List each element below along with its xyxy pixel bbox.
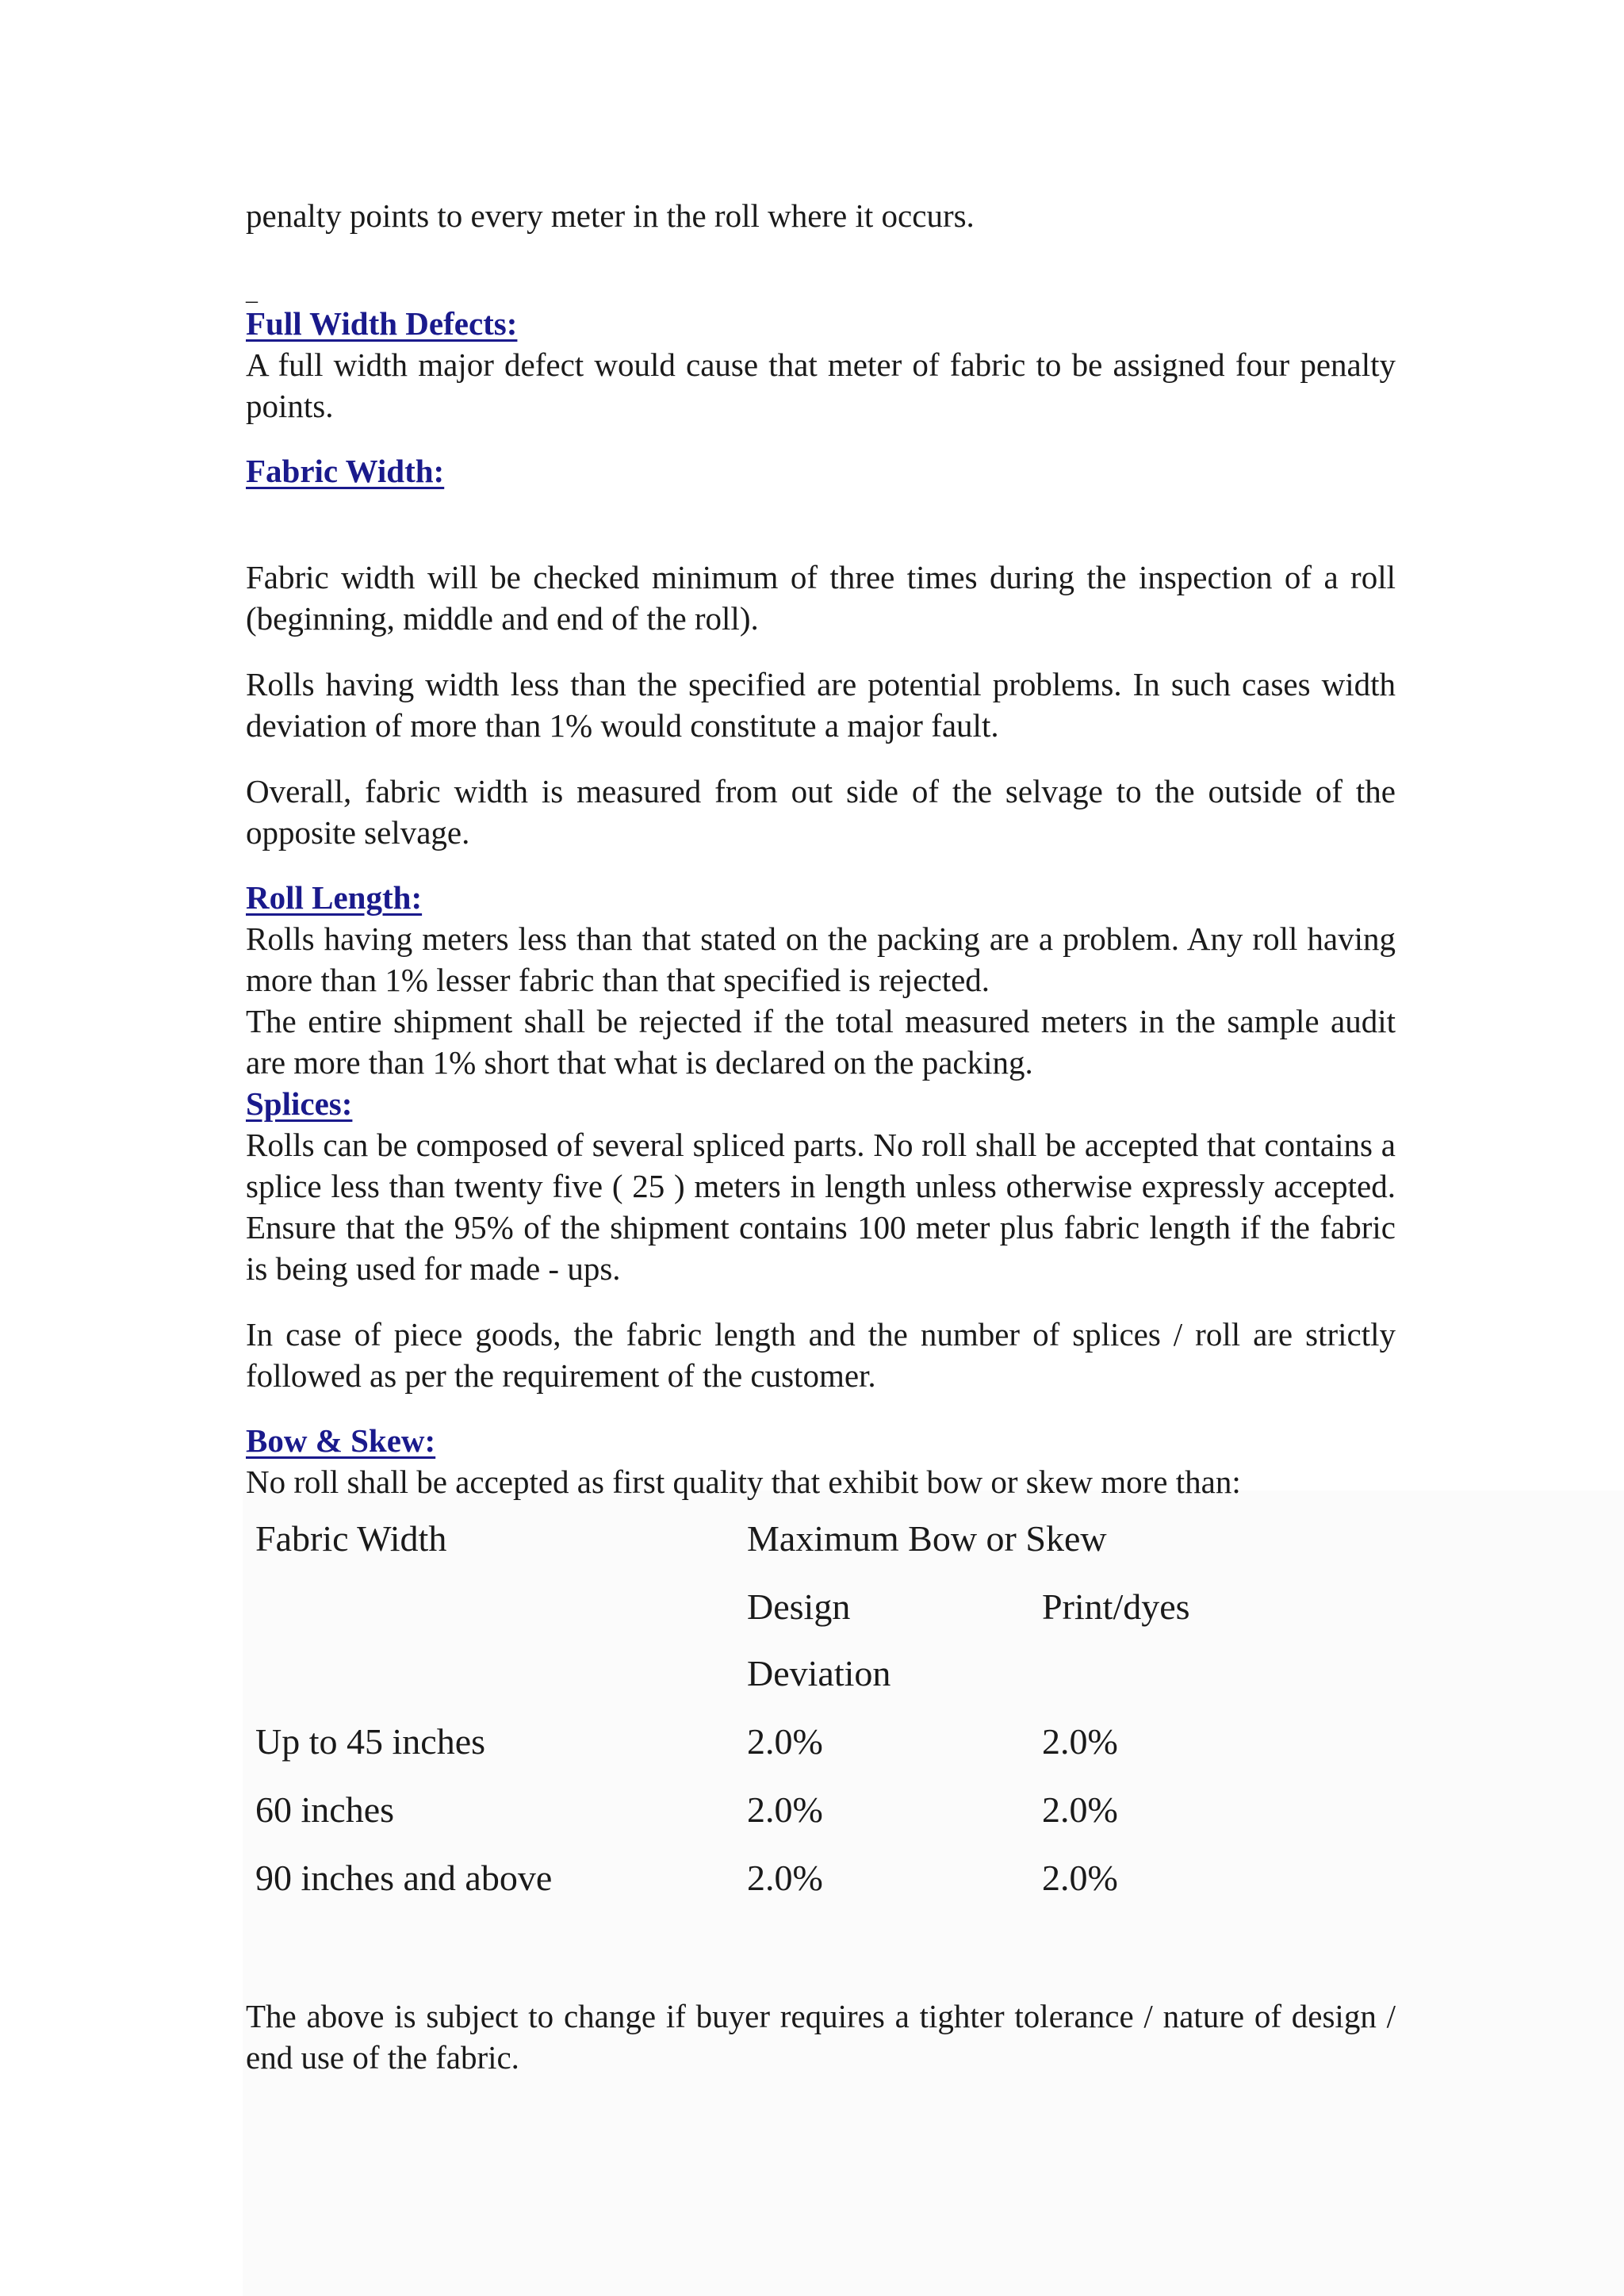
row-print: 2.0% — [1042, 1858, 1118, 1898]
row-print: 2.0% — [1042, 1721, 1118, 1762]
row-print: 2.0% — [1042, 1789, 1118, 1830]
subheader-print-dyes: Print/dyes — [1042, 1586, 1190, 1627]
table-header-row — [255, 1518, 1396, 1586]
row-design: 2.0% — [747, 1858, 823, 1898]
row-width: Up to 45 inches — [255, 1721, 486, 1762]
section-bow-skew — [246, 1420, 1396, 1502]
roll-length-paragraph-1: Rolls having meters less than that stated on the packing are a problem. Any roll having more than 1% lesser fabric than that specified is rejected. — [246, 920, 1396, 998]
fabric-width-paragraph-1: Fabric width will be checked minimum of three times during the inspection of a roll (beginning, middle and end of the roll). — [246, 559, 1396, 637]
tolerance-table — [255, 1518, 1396, 1926]
splices-paragraph-2: In case of piece goods, the fabric length and the number of splices / roll are strictly followed as per the requirement of the customer. — [246, 1316, 1396, 1394]
table-subheader-row-2 — [255, 1653, 1396, 1721]
intro-fragment: penalty points to every meter in the roll where it occurs. — [246, 197, 975, 234]
section-splices — [246, 1083, 1396, 1396]
table-subheader-row — [255, 1586, 1396, 1653]
row-design: 2.0% — [747, 1789, 823, 1830]
subheader-design: Design — [747, 1586, 851, 1627]
full-width-defects-paragraph: A full width major defect would cause that meter of fabric to be assigned four penalty points. — [246, 346, 1396, 424]
header-max-bow-skew: Maximum Bow or Skew — [747, 1518, 1107, 1559]
table-row — [255, 1721, 1396, 1789]
closing-note: The above is subject to change if buyer requires a tighter tolerance / nature of design / end use of the fabric. — [246, 1998, 1396, 2076]
fabric-width-paragraph-3: Overall, fabric width is measured from out side of the selvage to the outside of the opposite selvage. — [246, 773, 1396, 851]
section-full-width-defects — [246, 303, 1396, 427]
table-row — [255, 1789, 1396, 1858]
row-design: 2.0% — [747, 1721, 823, 1762]
fabric-width-paragraph-2: Rolls having width less than the specified are potential problems. In such cases width deviation of more than 1% would constitute a major fault. — [246, 666, 1396, 744]
section-roll-length — [246, 877, 1396, 1083]
document-body — [246, 195, 1396, 2078]
bow-skew-paragraph: No roll shall be accepted as first quality that exhibit bow or skew more than: — [246, 1464, 1241, 1500]
roll-length-paragraph-2: The entire shipment shall be rejected if the total measured meters in the sample audit are more than 1% short that what is declared on the packing. — [246, 1003, 1396, 1081]
heading-fabric-width: Fabric Width: — [246, 453, 445, 489]
row-width: 60 inches — [255, 1789, 395, 1830]
heading-bow-skew: Bow & Skew: — [246, 1422, 436, 1459]
heading-full-width-defects: Full Width Defects: — [246, 305, 518, 342]
subheader-deviation: Deviation — [747, 1653, 891, 1693]
table-row — [255, 1858, 1396, 1926]
section-fabric-width — [246, 450, 1396, 853]
heading-roll-length: Roll Length: — [246, 879, 423, 916]
header-fabric-width: Fabric Width — [255, 1518, 447, 1559]
heading-splices: Splices: — [246, 1085, 353, 1122]
stray-mark: _ — [246, 279, 258, 305]
row-width: 90 inches and above — [255, 1858, 553, 1898]
splices-paragraph-1: Rolls can be composed of several spliced parts. No roll shall be accepted that contains a splice less than twenty five ( 25 ) meters in length unless otherwise expressly accepted. Ensure that the 95% of the shipment contains 100 meter plus fabric length if the fabric is being used for made - ups. — [246, 1127, 1396, 1287]
